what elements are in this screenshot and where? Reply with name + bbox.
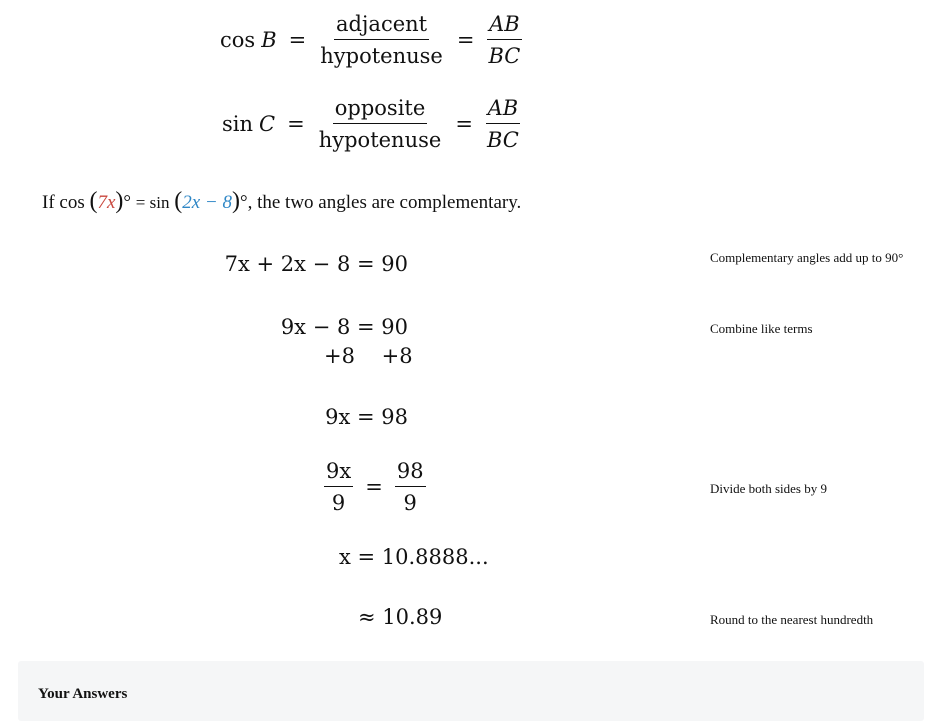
- statement-suffix: , the two angles are complementary.: [247, 192, 522, 213]
- denominator: hypotenuse: [318, 128, 442, 152]
- sin-ratio-equation: [222, 98, 521, 151]
- step-6-expression: ≈ 10.89: [358, 605, 443, 629]
- ab-over-bc: [485, 98, 521, 151]
- angle-c: C: [259, 112, 276, 136]
- left-fraction: [324, 461, 353, 514]
- numerator: AB: [486, 98, 521, 124]
- numerator: AB: [487, 14, 522, 40]
- step-2-add-eight: +8 +8: [324, 344, 413, 368]
- step-4-divide-equation: [324, 461, 426, 514]
- equals-sign: =: [287, 112, 305, 136]
- numerator: 98: [395, 461, 426, 487]
- denominator: hypotenuse: [320, 44, 443, 68]
- right-fraction: [395, 461, 426, 514]
- step-2-expression: 9x − 8 = 90: [280, 315, 408, 339]
- answers-heading: Your Answers: [38, 686, 128, 702]
- opposite-over-hypotenuse: [317, 98, 444, 151]
- statement-prefix: If cos: [42, 192, 85, 213]
- statement-mid: = sin: [135, 193, 170, 212]
- angle-2x-minus-8: 2x − 8: [182, 192, 232, 213]
- equals-sign: =: [456, 28, 475, 52]
- complementary-statement: If cos (7x)° = sin (2x − 8)°, the two angles are complementary.: [42, 188, 522, 214]
- denominator: BC: [486, 128, 519, 152]
- cos-function: cos: [220, 28, 256, 52]
- step-1-expression: 7x + 2x − 8 = 90: [224, 252, 408, 276]
- angle-b: B: [261, 28, 277, 52]
- denominator: 9: [403, 491, 417, 515]
- step-6-note: Round to the nearest hundredth: [710, 612, 874, 627]
- equals-sign: =: [288, 28, 307, 52]
- equals-sign: =: [455, 112, 473, 136]
- degree-symbol: °: [123, 192, 132, 213]
- ab-over-bc: [486, 14, 522, 67]
- step-2-note: Combine like terms: [710, 321, 813, 336]
- step-3-expression: 9x = 98: [325, 405, 408, 429]
- sin-function: sin: [222, 112, 254, 136]
- step-5-expression: x = 10.8888...: [339, 545, 489, 569]
- adjacent-over-hypotenuse: [318, 14, 445, 67]
- numerator: opposite: [333, 98, 428, 124]
- cos-ratio-equation: [220, 14, 522, 67]
- angle-7x: 7x: [97, 192, 116, 213]
- numerator: adjacent: [334, 14, 429, 40]
- step-1-note: Complementary angles add up to 90°: [710, 250, 904, 265]
- equals-sign: =: [365, 475, 383, 499]
- denominator: 9: [331, 491, 346, 515]
- denominator: BC: [488, 44, 521, 68]
- step-4-note: Divide both sides by 9: [710, 481, 827, 496]
- degree-symbol: °: [239, 192, 248, 213]
- numerator: 9x: [324, 461, 353, 487]
- answers-panel: [18, 661, 924, 721]
